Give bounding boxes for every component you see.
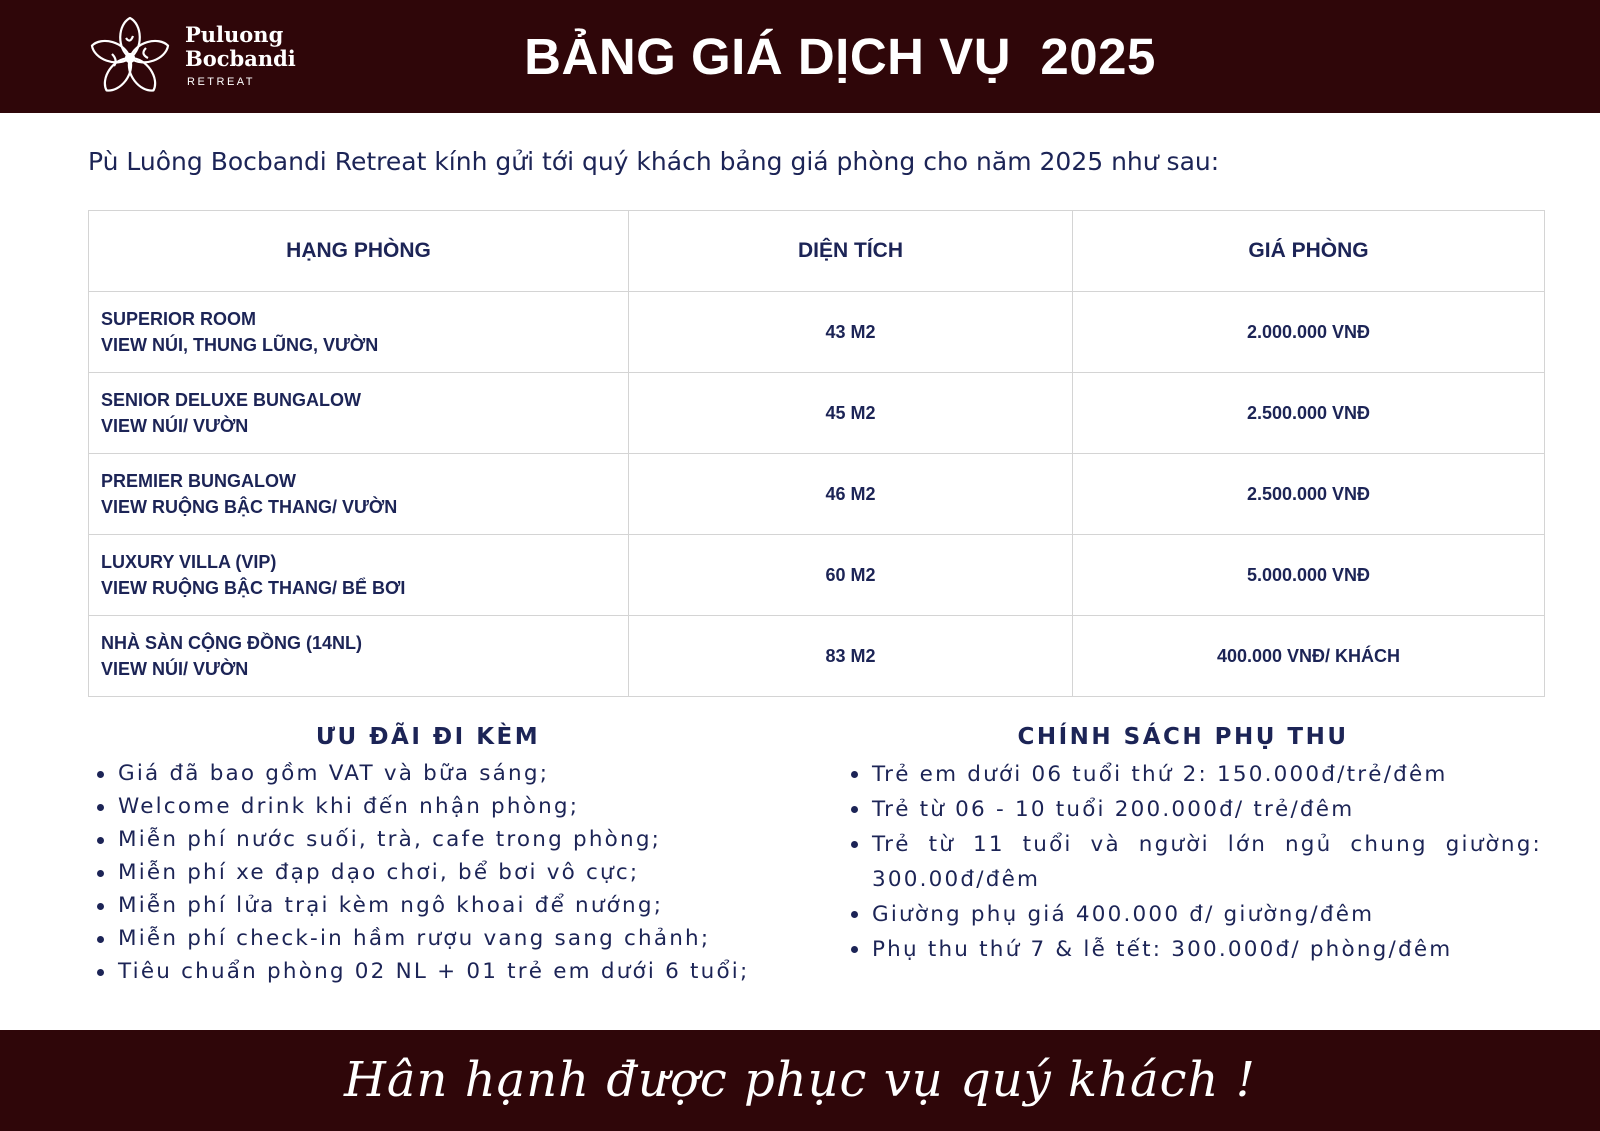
- room-price: 2.000.000 VNĐ: [1073, 292, 1545, 373]
- list-item: Giường phụ giá 400.000 đ/ giường/đêm: [842, 897, 1542, 932]
- list-item: Miễn phí lửa trại kèm ngô khoai để nướng;: [88, 889, 828, 922]
- table-row: [89, 454, 1545, 535]
- offers-title: ƯU ĐÃI ĐI KÈM: [315, 724, 541, 750]
- room-name: SUPERIOR ROOM: [101, 309, 257, 329]
- logo-name-line1: Puluong: [185, 22, 284, 47]
- flower-icon: [86, 14, 178, 100]
- room-area: 45 M2: [629, 373, 1073, 454]
- list-item: Miễn phí xe đạp dạo chơi, bể bơi vô cực;: [88, 856, 828, 889]
- table-row: [89, 373, 1545, 454]
- room-cell: [89, 454, 629, 535]
- list-item: Trẻ em dưới 06 tuổi thứ 2: 150.000đ/trẻ/đêm: [842, 757, 1542, 792]
- list-item: Phụ thu thứ 7 & lễ tết: 300.000đ/ phòng/đêm: [842, 932, 1542, 967]
- page-title: BẢNG GIÁ DỊCH VỤ 2025: [524, 28, 1156, 85]
- header-area: DIỆN TÍCH: [629, 211, 1073, 292]
- logo-tagline: RETREAT: [187, 76, 256, 88]
- list-item: Trẻ từ 11 tuổi và người lớn ngủ chung giường: 300.00đ/đêm: [842, 827, 1542, 897]
- room-view: VIEW NÚI/ VƯỜN: [101, 416, 249, 436]
- table-row: [89, 535, 1545, 616]
- room-view: VIEW NÚI, THUNG LŨNG, VƯỜN: [101, 335, 379, 355]
- room-name: PREMIER BUNGALOW: [101, 471, 296, 491]
- price-table: [88, 210, 1545, 697]
- header-price: GIÁ PHÒNG: [1073, 211, 1545, 292]
- room-name: SENIOR DELUXE BUNGALOW: [101, 390, 362, 410]
- table-row: [89, 292, 1545, 373]
- room-price: 2.500.000 VNĐ: [1073, 454, 1545, 535]
- footer-greeting: Hân hạnh được phục vụ quý khách !: [344, 1052, 1256, 1108]
- offers-list: [88, 757, 828, 988]
- table-row: [89, 616, 1545, 697]
- room-view: VIEW RUỘNG BẬC THANG/ BỂ BƠI: [101, 578, 406, 598]
- room-price: 2.500.000 VNĐ: [1073, 373, 1545, 454]
- intro-text: Pù Luông Bocbandi Retreat kính gửi tới quý khách bảng giá phòng cho năm 2025 như sau:: [88, 147, 1220, 176]
- room-cell: [89, 535, 629, 616]
- list-item: Miễn phí nước suối, trà, cafe trong phòng;: [88, 823, 828, 856]
- room-area: 46 M2: [629, 454, 1073, 535]
- list-item: Giá đã bao gồm VAT và bữa sáng;: [88, 757, 828, 790]
- table-header-row: [89, 211, 1545, 292]
- room-view: VIEW RUỘNG BẬC THANG/ VƯỜN: [101, 497, 398, 517]
- list-item: Trẻ từ 06 - 10 tuổi 200.000đ/ trẻ/đêm: [842, 792, 1542, 827]
- room-name: NHÀ SÀN CỘNG ĐỒNG (14NL): [101, 633, 363, 653]
- room-cell: [89, 292, 629, 373]
- list-item: Welcome drink khi đến nhận phòng;: [88, 790, 828, 823]
- room-area: 83 M2: [629, 616, 1073, 697]
- room-area: 60 M2: [629, 535, 1073, 616]
- room-cell: [89, 616, 629, 697]
- policy-title: CHÍNH SÁCH PHỤ THU: [1017, 724, 1349, 750]
- room-area: 43 M2: [629, 292, 1073, 373]
- list-item: Tiêu chuẩn phòng 02 NL + 01 trẻ em dưới 6 tuổi;: [88, 955, 828, 988]
- policy-list: [842, 757, 1542, 967]
- room-price: 5.000.000 VNĐ: [1073, 535, 1545, 616]
- room-view: VIEW NÚI/ VƯỜN: [101, 659, 249, 679]
- room-price: 400.000 VNĐ/ KHÁCH: [1073, 616, 1545, 697]
- footer-bar: [0, 1030, 1600, 1131]
- logo: [86, 14, 306, 100]
- list-item: Miễn phí check-in hầm rượu vang sang chảnh;: [88, 922, 828, 955]
- logo-name-line2: Bocbandi: [185, 46, 296, 71]
- room-cell: [89, 373, 629, 454]
- header-bar: [0, 0, 1600, 113]
- header-room-type: HẠNG PHÒNG: [89, 211, 629, 292]
- room-name: LUXURY VILLA (VIP): [101, 552, 277, 572]
